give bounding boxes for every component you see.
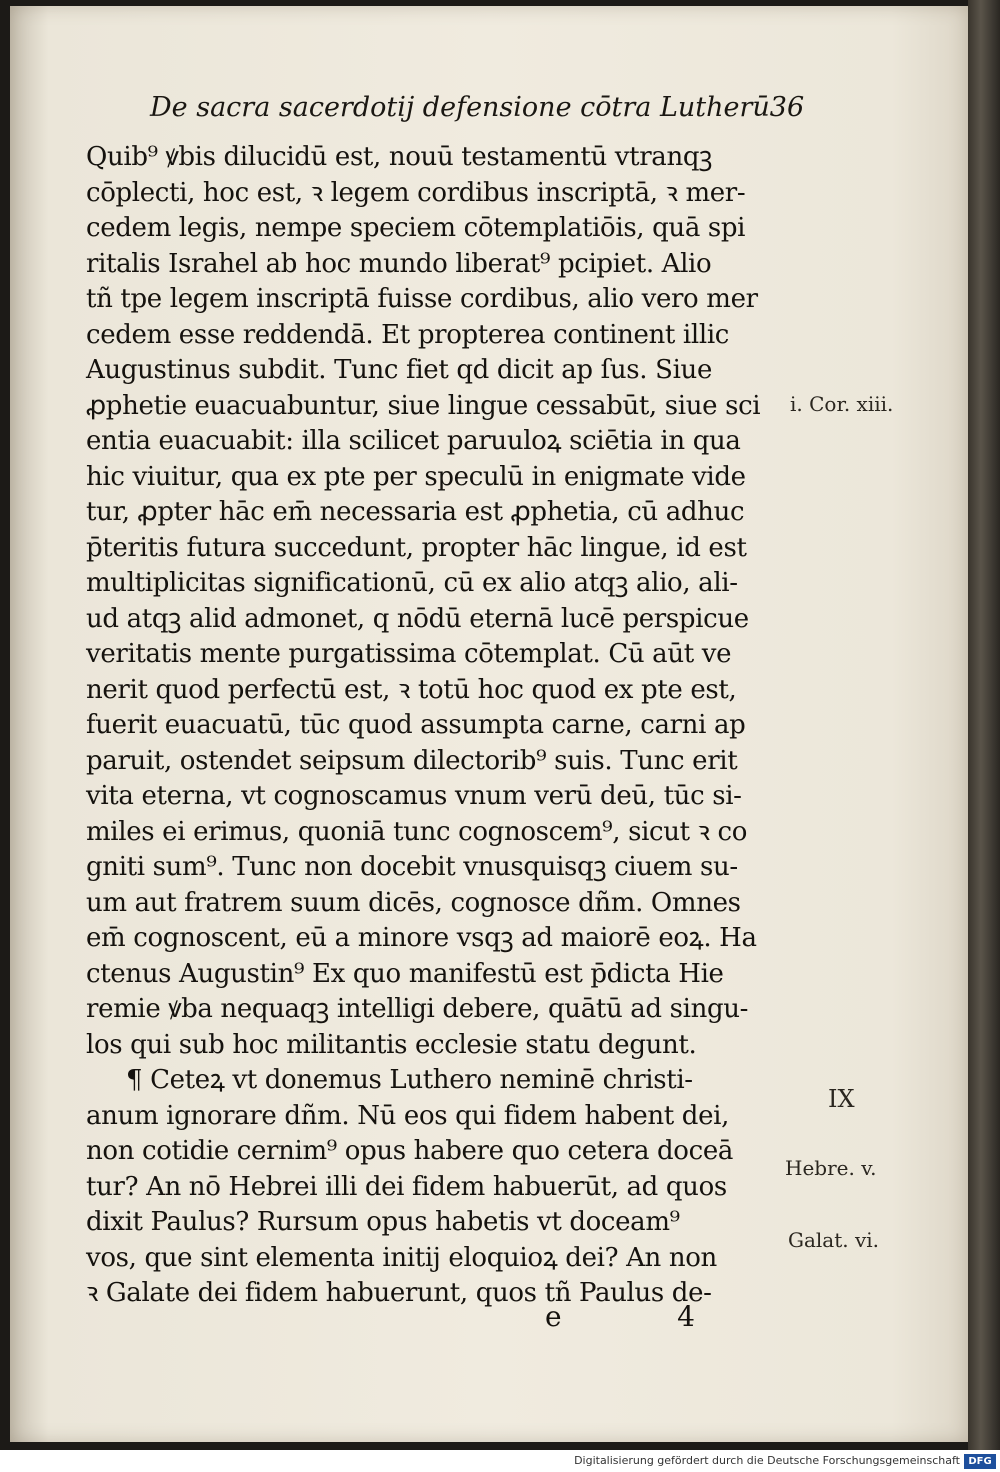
text-line: um aut fratrem suum dicēs, cognosce dñm. Omnes <box>86 887 741 918</box>
page-number: 36 <box>769 92 805 123</box>
text-line: p̄teritis futura succedunt, propter hāc lingue, id est <box>86 532 747 563</box>
text-line: multiplicitas significationū, cū ex alio atqꝫ alio, ali- <box>86 568 738 598</box>
text-line: tur? An nō Hebrei illi dei fidem habuerūt, ad quos <box>86 1171 727 1202</box>
footer-bar <box>0 1452 1000 1472</box>
dfg-logo: DFG <box>964 1454 996 1469</box>
margin-note-cor: i. Cor. xiii. <box>790 392 894 416</box>
text-line: tñ tpe legem inscriptā fuisse cordibus, alio vero mer <box>86 284 758 314</box>
margin-note-galat: Galat. vi. <box>788 1228 880 1252</box>
margin-note-hebre: Hebre. v. <box>785 1156 877 1180</box>
text-line: vita eterna, vt cognoscamus vnum verū deū, tūc si- <box>86 781 742 811</box>
text-line: anum ignorare dñm. Nū eos qui fidem habent dei, <box>86 1100 730 1131</box>
text-line: ꝛ Galate dei fidem habuerunt, quos tñ Paulus de- <box>86 1278 712 1308</box>
text-line: ꝓphetie euacuabuntur, siue lingue cessabūt, siue sci <box>86 390 761 421</box>
text-line: ctenus Augustin⁹ Ex quo manifestū est p̄dicta Hie <box>86 958 724 989</box>
text-line: ritalis Israhel ab hoc mundo liberat⁹ pcipiet. Alio <box>86 248 712 279</box>
text-line: dixit Paulus? Rursum opus habetis vt doceam⁹ <box>86 1207 680 1237</box>
footer-credit: Digitalisierung gefördert durch die Deutsche Forschungsgemeinschaft <box>574 1454 960 1467</box>
text-line: vos, que sint elementa initij eloquioꝝ dei? An non <box>86 1242 717 1273</box>
text-line: paruit, ostendet seipsum dilectorib⁹ suis. Tunc erit <box>86 745 738 776</box>
running-header <box>150 92 805 123</box>
text-line: cedem esse reddendā. Et propterea continent illic <box>86 319 729 350</box>
text-line: remie ꝟba nequaqꝫ intelligi debere, quātū ad singu- <box>86 994 749 1024</box>
signature-mark <box>545 1300 695 1333</box>
text-line: veritatis mente purgatissima cōtemplat. Cū aūt ve <box>86 639 732 669</box>
text-line: Augustinus subdit. Tunc fiet qd dicit ap ſus. Siue <box>86 355 712 385</box>
text-line: miles ei erimus, quoniā tunc cognoscem⁹, sicut ꝛ co <box>86 816 748 847</box>
text-line: nerit quod perfectū est, ꝛ totū hoc quod ex pte est, <box>86 674 737 705</box>
margin-note-ix: IX <box>828 1085 855 1113</box>
text-line: ¶ Ceteꝝ vt donemus Luthero neminē christi- <box>126 1065 693 1095</box>
text-line: fuerit euacuatū, tūc quod assumpta carne, carni ap <box>86 710 746 740</box>
text-line: non cotidie cernim⁹ opus habere quo cetera doceā <box>86 1136 734 1166</box>
text-line: ud atqꝫ alid admonet, q nōdū eternā lucē perspicue <box>86 603 749 634</box>
text-line: cedem legis, nempe speciem cōtemplatiōis, quā spi <box>86 213 746 243</box>
text-line: tur, ꝓpter hāc em̄ necessaria est ꝓphetia, cū adhuc <box>86 497 745 527</box>
text-line: em̄ cognoscent, eū a minore vsqꝫ ad maiorē eoꝝ. Ha <box>86 923 757 953</box>
signature-letter: e <box>545 1300 562 1333</box>
text-line: entia euacuabit: illa scilicet paruuloꝝ sciētia in qua <box>86 426 741 456</box>
body-text <box>86 140 776 1312</box>
text-line: gniti sum⁹. Tunc non docebit vnusquisqꝫ ciuem su- <box>86 852 738 882</box>
text-line: los qui sub hoc militantis ecclesie statu degunt. <box>86 1029 697 1060</box>
text-line: Quib⁹ ꝟbis dilucidū est, nouū testamentū vtranqꝫ <box>86 142 713 172</box>
facing-page-edge <box>968 0 1000 1450</box>
text-line: hic viuitur, qua ex pte per speculū in enigmate vide <box>86 461 746 492</box>
text-line: cōplecti, hoc est, ꝛ legem cordibus inscriptā, ꝛ mer- <box>86 177 746 208</box>
signature-number: 4 <box>677 1300 695 1333</box>
running-title: De sacra sacerdotij defensione cōtra Lutherū <box>150 92 770 123</box>
